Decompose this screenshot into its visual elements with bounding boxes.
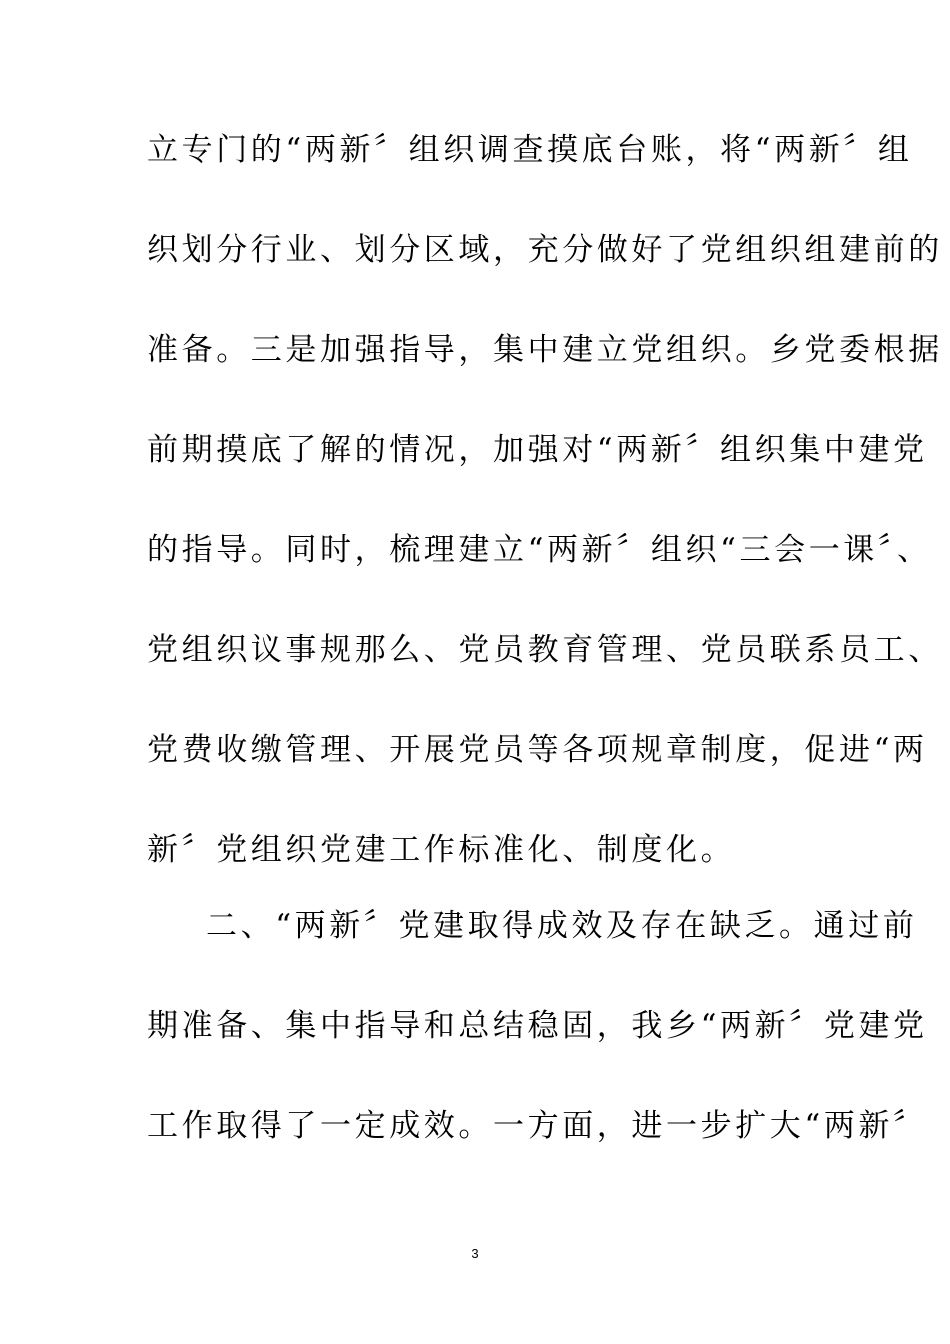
text-line-8: 新〞党组织党建工作标准化、制度化。	[147, 832, 736, 868]
text-line-4: 前期摸底了解的情况，加强对“两新〞组织集中建党	[147, 432, 928, 468]
text-line-7: 党费收缴管理、开展党员等各项规章制度，促进“两	[147, 732, 928, 768]
text-line-10: 期准备、集中指导和总结稳固，我乡“两新〞党建党	[147, 1008, 928, 1044]
text-line-11: 工作取得了一定成效。一方面，进一步扩大“两新〞	[147, 1108, 928, 1144]
text-line-6: 党组织议事规那么、党员教育管理、党员联系员工、	[147, 632, 943, 668]
text-line-5: 的指导。同时，梳理建立“两新〞组织“三会一课〞、	[147, 532, 932, 568]
text-line-3: 准备。三是加强指导，集中建立党组织。乡党委根据	[147, 332, 943, 368]
paragraph-heading-line: 二、“两新〞党建取得成效及存在缺乏。通过前	[206, 908, 918, 944]
text-line-1: 立专门的“两新〞组织调查摸底台账，将“两新〞组	[147, 132, 913, 168]
page-number: 3	[471, 1246, 479, 1261]
text-line-2: 织划分行业、划分区域，充分做好了党组织组建前的	[147, 232, 943, 268]
